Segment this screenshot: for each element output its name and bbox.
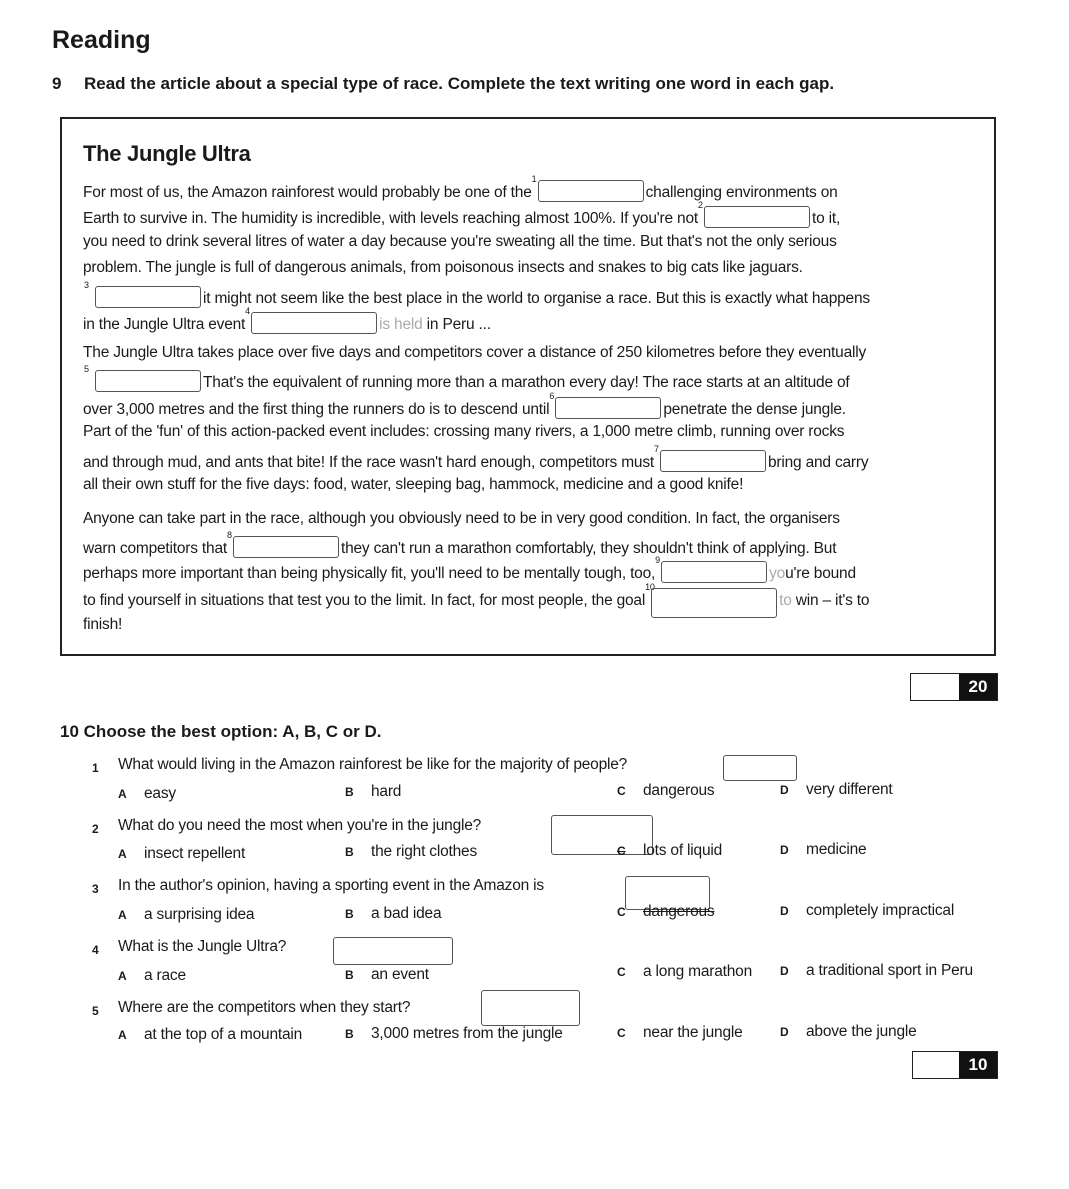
option-b[interactable] — [345, 1025, 563, 1043]
option-c[interactable] — [617, 782, 714, 800]
option-text: a surprising idea — [144, 906, 255, 923]
text: it might not seem like the best place in the world to organise a race. But this is exactly what happens — [203, 290, 870, 307]
text: Earth to survive in. The humidity is incredible, with levels reaching almost 100%. If you're not — [83, 210, 698, 227]
option-d[interactable] — [780, 841, 866, 859]
article-line: problem. The jungle is full of dangerous animals, from poisonous insects and snakes to big cats like jaguars. — [83, 259, 803, 276]
option-letter: D — [780, 1025, 789, 1039]
text: penetrate the dense jungle. — [663, 401, 846, 418]
text: to find yourself in situations that test you to the limit. In fact, for most people, the goal — [83, 592, 646, 609]
option-letter: D — [780, 964, 789, 978]
article-line: all their own stuff for the five days: food, water, sleeping bag, hammock, medicine and a good knife! — [83, 476, 744, 493]
option-letter: A — [118, 1028, 127, 1042]
question-number: 4 — [92, 943, 99, 957]
article-line: Anyone can take part in the race, although you obviously need to be in very good condition. In fact, the organisers — [83, 510, 840, 527]
option-a[interactable] — [118, 967, 186, 985]
gap-input-7[interactable] — [654, 444, 766, 472]
option-letter: A — [118, 969, 127, 983]
option-b[interactable] — [345, 905, 441, 923]
handwritten-hint: yo — [769, 565, 786, 582]
option-letter: C — [617, 965, 626, 979]
option-c[interactable] — [617, 903, 714, 921]
option-text: very different — [806, 781, 893, 798]
article-line — [83, 391, 846, 419]
option-b[interactable] — [345, 843, 477, 861]
article-line — [83, 306, 491, 334]
gap-number: 9 — [655, 555, 660, 565]
question-number: 2 — [92, 822, 99, 836]
question-text: In the author's opinion, having a sporting event in the Amazon is — [118, 877, 544, 894]
option-text: at the top of a mountain — [144, 1026, 303, 1043]
option-text: near the jungle — [643, 1024, 743, 1041]
option-text: insect repellent — [144, 845, 246, 862]
article-line: finish! — [83, 616, 123, 633]
text: they can't run a marathon comfortably, they shouldn't think of applying. But — [340, 540, 837, 557]
text: over 3,000 metres and the first thing the runners do is to descend until — [83, 401, 550, 418]
option-text: a race — [144, 967, 186, 984]
option-text: dangerous — [643, 903, 715, 920]
option-text: a long marathon — [643, 963, 753, 980]
article-line — [83, 200, 841, 228]
article-line — [83, 280, 870, 308]
article-line — [83, 364, 850, 392]
option-letter: B — [345, 968, 354, 982]
option-text: dangerous — [643, 782, 715, 799]
option-b[interactable] — [345, 966, 429, 984]
score-box-exercise-9 — [910, 673, 998, 701]
score-box-exercise-10 — [912, 1051, 998, 1079]
text: win – it's to — [795, 592, 870, 609]
text: perhaps more important than being physically fit, you'll need to be mentally tough, too, — [83, 565, 656, 582]
gap-input-8[interactable] — [226, 530, 339, 558]
option-c[interactable] — [617, 963, 752, 981]
text: in the Jungle Ultra event — [83, 316, 246, 333]
text: u're bound — [785, 565, 856, 582]
option-letter: B — [345, 845, 354, 859]
answer-box-4[interactable] — [333, 937, 453, 965]
option-text: the right clothes — [371, 843, 478, 860]
article-line: The Jungle Ultra takes place over five days and competitors cover a distance of 250 kilometres before they eventually — [83, 344, 867, 361]
option-text: lots of liquid — [643, 842, 723, 859]
option-d[interactable] — [780, 962, 973, 980]
exercise-10-instruction — [60, 722, 381, 742]
option-d[interactable] — [780, 902, 954, 920]
text: challenging environments on — [645, 184, 838, 201]
gap-input-6[interactable] — [549, 391, 661, 419]
exercise-number: 10 — [60, 722, 79, 741]
answer-box-5[interactable] — [481, 990, 580, 1026]
handwritten-hint: is held — [379, 316, 423, 333]
text: and through mud, and ants that bite! If the race wasn't hard enough, competitors must — [83, 454, 655, 471]
gap-input-5[interactable] — [84, 364, 201, 392]
article-line — [83, 530, 837, 558]
gap-number: 3 — [84, 280, 89, 290]
gap-number: 5 — [84, 364, 89, 374]
option-letter: D — [780, 783, 789, 797]
gap-number: 6 — [549, 391, 555, 401]
option-letter: A — [118, 787, 127, 801]
question-text: What would living in the Amazon rainforest be like for the majority of people? — [118, 756, 628, 773]
gap-input-1[interactable] — [531, 174, 644, 202]
article-line — [83, 174, 838, 202]
gap-input-2[interactable] — [697, 200, 810, 228]
text: For most of us, the Amazon rainforest would probably be one of the — [83, 184, 532, 201]
question-number: 5 — [92, 1004, 99, 1018]
instruction-text: Choose the best option: A, B, C or D. — [83, 722, 382, 741]
question-number: 3 — [92, 882, 99, 896]
option-letter: C — [617, 905, 626, 919]
option-d[interactable] — [780, 1023, 917, 1041]
answer-box-1[interactable] — [723, 755, 797, 781]
text: warn competitors that — [83, 540, 227, 557]
text: in Peru ... — [426, 316, 491, 333]
score-total: 20 — [959, 674, 997, 700]
option-text: completely impractical — [806, 902, 955, 919]
option-text: 3,000 metres from the jungle — [371, 1025, 563, 1042]
option-a[interactable] — [118, 845, 245, 863]
question-text: Where are the competitors when they start? — [118, 999, 411, 1016]
article-line: Part of the 'fun' of this action-packed event includes: crossing many rivers, a 1,000 metre climb, running over rocks — [83, 423, 845, 440]
article-title: The Jungle Ultra — [83, 141, 251, 166]
option-text: above the jungle — [806, 1023, 917, 1040]
text: bring and carry — [768, 454, 869, 471]
option-text: medicine — [806, 841, 867, 858]
option-text: a traditional sport in Peru — [806, 962, 973, 979]
option-c[interactable] — [617, 842, 722, 860]
gap-input-4[interactable] — [245, 306, 377, 334]
question-text: What do you need the most when you're in the jungle? — [118, 817, 482, 834]
option-letter: C — [617, 1026, 626, 1040]
text: That's the equivalent of running more than a marathon every day! The race starts at an altitude of — [203, 374, 850, 391]
gap-input-3[interactable] — [84, 280, 201, 308]
option-letter: D — [780, 843, 789, 857]
option-text: a bad idea — [371, 905, 442, 922]
gap-number: 2 — [697, 200, 703, 210]
option-letter: B — [345, 1027, 354, 1041]
option-a[interactable] — [118, 785, 176, 803]
section-title: Reading — [52, 26, 151, 54]
gap-number: 7 — [654, 444, 659, 454]
question-text: What is the Jungle Ultra? — [118, 938, 287, 955]
article-line — [83, 444, 869, 472]
handwritten-hint: to — [779, 592, 792, 609]
gap-number: 10 — [645, 582, 655, 592]
option-letter: C — [617, 844, 626, 858]
score-total: 10 — [959, 1052, 997, 1078]
option-text: easy — [144, 785, 176, 802]
question-number: 1 — [92, 761, 99, 775]
option-d[interactable] — [780, 781, 893, 799]
exercise-number: 9 — [52, 74, 62, 93]
article-line — [83, 582, 870, 618]
score-entry[interactable] — [913, 1052, 959, 1078]
option-c[interactable] — [617, 1024, 743, 1042]
exercise-9-instruction — [52, 74, 834, 94]
gap-input-9[interactable] — [655, 555, 767, 583]
option-text: an event — [371, 966, 429, 983]
option-letter: D — [780, 904, 789, 918]
option-a[interactable] — [118, 906, 254, 924]
gap-number: 8 — [226, 530, 232, 540]
option-letter: A — [118, 847, 127, 861]
article-line — [83, 555, 856, 583]
text: to it, — [811, 210, 841, 227]
gap-number: 1 — [531, 174, 537, 184]
option-a[interactable] — [118, 1026, 302, 1044]
option-letter: A — [118, 908, 127, 922]
article-line: you need to drink several litres of water a day because you're sweating all the time. But that's not the only serious — [83, 233, 837, 250]
option-text: hard — [371, 783, 402, 800]
instruction-text: Read the article about a special type of race. Complete the text writing one word in each gap. — [84, 74, 835, 93]
score-entry[interactable] — [911, 674, 959, 700]
gap-input-10[interactable] — [645, 582, 777, 618]
option-b[interactable] — [345, 783, 401, 801]
option-letter: B — [345, 907, 354, 921]
option-letter: B — [345, 785, 354, 799]
gap-number: 4 — [245, 306, 250, 316]
option-letter: C — [617, 784, 626, 798]
